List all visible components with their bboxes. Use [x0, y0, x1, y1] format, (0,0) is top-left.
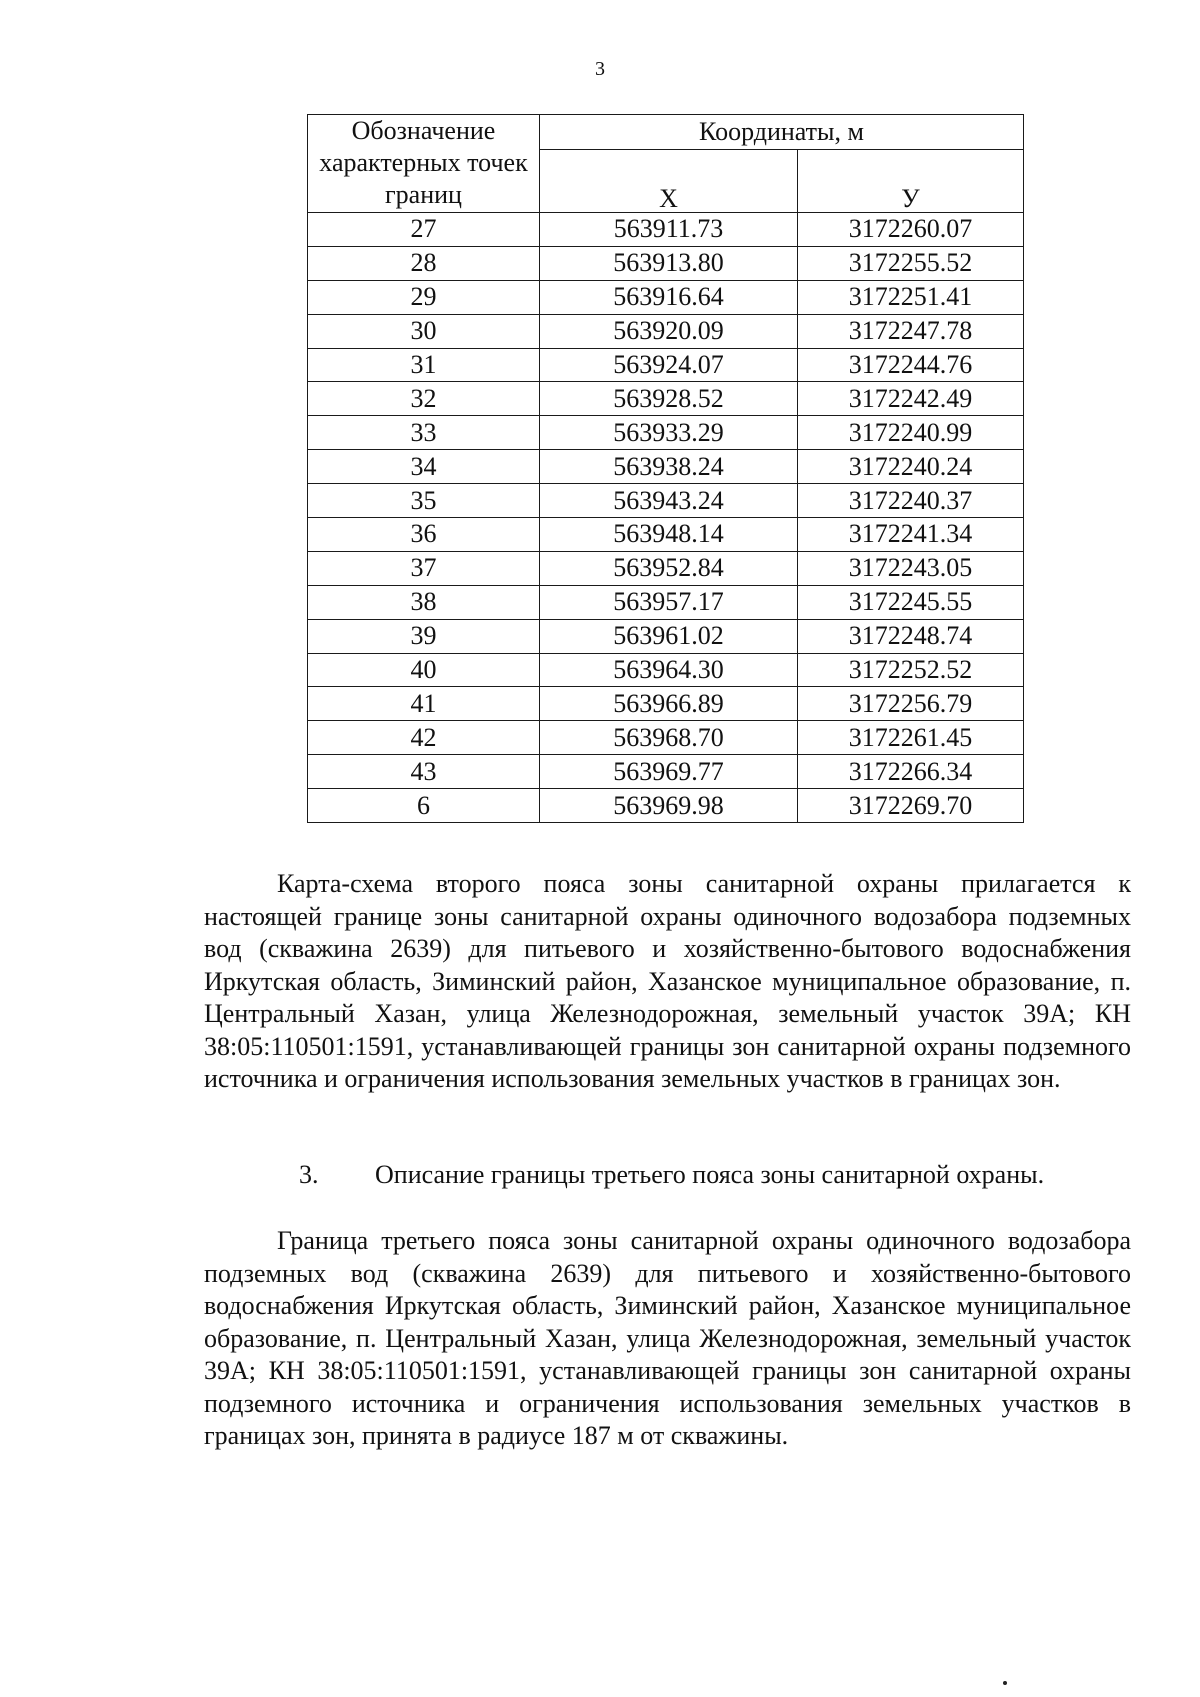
table-row [308, 619, 1024, 653]
cell-x: 563938.24 [540, 450, 798, 484]
table-row [308, 585, 1024, 619]
cell-x: 563943.24 [540, 484, 798, 518]
cell-x: 563911.73 [540, 213, 798, 247]
cell-x: 563924.07 [540, 348, 798, 382]
cell-y: 3172251.41 [798, 280, 1024, 314]
section-title: Описание границы третьего пояса зоны санитарной охраны. [375, 1160, 1045, 1189]
cell-y: 3172260.07 [798, 213, 1024, 247]
cell-point: 43 [308, 755, 540, 789]
page-number: 3 [595, 58, 605, 80]
cell-point: 39 [308, 619, 540, 653]
table-row [308, 450, 1024, 484]
cell-x: 563968.70 [540, 721, 798, 755]
header-point-label: Обозначение характерных точек границ [308, 115, 540, 213]
cell-x: 563933.29 [540, 416, 798, 450]
cell-point: 6 [308, 789, 540, 823]
cell-y: 3172255.52 [798, 246, 1024, 280]
cell-x: 563913.80 [540, 246, 798, 280]
table-row [308, 755, 1024, 789]
cell-y: 3172247.78 [798, 314, 1024, 348]
cell-point: 33 [308, 416, 540, 450]
cell-point: 31 [308, 348, 540, 382]
cell-x: 563920.09 [540, 314, 798, 348]
header-x: X [540, 150, 798, 213]
table-row [308, 653, 1024, 687]
table-row [308, 484, 1024, 518]
cell-y: 3172269.70 [798, 789, 1024, 823]
cell-x: 563969.98 [540, 789, 798, 823]
cell-y: 3172261.45 [798, 721, 1024, 755]
cell-point: 28 [308, 246, 540, 280]
section-number: 3. [299, 1160, 319, 1189]
cell-x: 563964.30 [540, 653, 798, 687]
header-coordinates: Координаты, м [540, 115, 1024, 150]
cell-y: 3172256.79 [798, 687, 1024, 721]
cell-x: 563948.14 [540, 518, 798, 552]
cell-y: 3172248.74 [798, 619, 1024, 653]
cell-point: 40 [308, 653, 540, 687]
cell-x: 563969.77 [540, 755, 798, 789]
cell-y: 3172244.76 [798, 348, 1024, 382]
scan-speck [1003, 1681, 1007, 1685]
cell-point: 29 [308, 280, 540, 314]
cell-point: 36 [308, 518, 540, 552]
cell-x: 563966.89 [540, 687, 798, 721]
cell-x: 563961.02 [540, 619, 798, 653]
cell-x: 563928.52 [540, 382, 798, 416]
cell-y: 3172242.49 [798, 382, 1024, 416]
table-row [308, 416, 1024, 450]
cell-point: 35 [308, 484, 540, 518]
table-body [308, 213, 1024, 823]
cell-point: 32 [308, 382, 540, 416]
cell-point: 37 [308, 551, 540, 585]
cell-x: 563952.84 [540, 551, 798, 585]
cell-point: 27 [308, 213, 540, 247]
cell-point: 30 [308, 314, 540, 348]
cell-point: 42 [308, 721, 540, 755]
table-row [308, 213, 1024, 247]
cell-y: 3172252.52 [798, 653, 1024, 687]
cell-y: 3172245.55 [798, 585, 1024, 619]
paragraph-third-zone: Граница третьего пояса зоны санитарной охраны одиночного водозабора подземных вод (скважина 2639) для питьевого и хозяйственно-бытового водоснабжения Иркутская область, Зиминский район, Хазанское муниципальное образование, п. Центральный Хазан, улица Железнодорожная, земельный участок 39А; КН 38:05:110501:1591, устанавливающей границы зон санитарной охраны подземного источника и ограничения использования земельных участков в границах зон, принята в радиусе 187 м от скважины. [204, 1226, 1131, 1450]
header-y: У [798, 150, 1024, 213]
table-row [308, 687, 1024, 721]
coordinates-table [307, 114, 1024, 823]
cell-x: 563916.64 [540, 280, 798, 314]
table-row [308, 280, 1024, 314]
table-row [308, 518, 1024, 552]
table-row [308, 551, 1024, 585]
table-row [308, 789, 1024, 823]
cell-point: 41 [308, 687, 540, 721]
table-row [308, 246, 1024, 280]
cell-y: 3172240.24 [798, 450, 1024, 484]
section-3-heading [299, 1159, 1044, 1191]
cell-y: 3172266.34 [798, 755, 1024, 789]
cell-point: 38 [308, 585, 540, 619]
cell-y: 3172240.37 [798, 484, 1024, 518]
table-row [308, 348, 1024, 382]
cell-point: 34 [308, 450, 540, 484]
table-row [308, 314, 1024, 348]
table-row [308, 721, 1024, 755]
cell-y: 3172241.34 [798, 518, 1024, 552]
cell-x: 563957.17 [540, 585, 798, 619]
cell-y: 3172243.05 [798, 551, 1024, 585]
table-row [308, 382, 1024, 416]
paragraph-map-scheme: Карта-схема второго пояса зоны санитарной охраны прилагается к настоящей границе зоны санитарной охраны одиночного водозабора подземных вод (скважина 2639) для питьевого и хозяйственно-бытового водоснабжения Иркутская область, Зиминский район, Хазанское муниципальное образование, п. Центральный Хазан, улица Железнодорожная, земельный участок 39А; КН 38:05:110501:1591, устанавливающей границы зон санитарной охраны подземного источника и ограничения использования земельных участков в границах зон. [204, 869, 1131, 1093]
cell-y: 3172240.99 [798, 416, 1024, 450]
